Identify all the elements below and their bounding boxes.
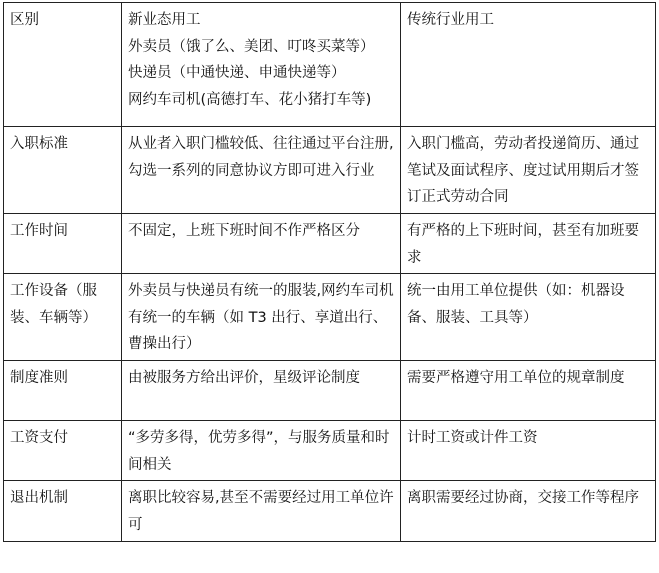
row-new-cell: 不固定，上班下班时间不作严格区分: [122, 214, 401, 274]
row-traditional-cell: 计时工资或计件工资: [401, 421, 656, 481]
row-label: 工作时间: [4, 214, 122, 274]
row-label: 退出机制: [4, 481, 122, 542]
table-row: [4, 361, 656, 421]
header-new-line-delivery: 外卖员（饿了么、美团、叮咚买菜等）: [128, 38, 375, 55]
table-row: [4, 274, 656, 361]
header-cell-traditional-employment: 传统行业用工: [401, 3, 656, 127]
row-new-cell: 由被服务方给出评价，星级评论制度: [122, 361, 401, 421]
table-row: [4, 421, 656, 481]
header-new-line-courier: 快递员（中通快递、申通快递等）: [128, 65, 346, 81]
row-traditional-cell: 需要严格遵守用工单位的规章制度: [401, 361, 656, 421]
table-row: [4, 127, 656, 214]
header-cell-distinction: 区别: [4, 3, 122, 127]
header-new-line-driver: 网约车司机(高德打车、花小猪打车等): [128, 91, 372, 108]
table-header-row: [4, 3, 656, 127]
header-cell-new-employment: [122, 3, 401, 127]
row-new-cell: 外卖员与快递员有统一的服装,网约车司机有统一的车辆（如 T3 出行、享道出行、曹操出行）: [122, 274, 401, 361]
row-traditional-cell: 离职需要经过协商，交接工作等程序: [401, 481, 656, 542]
row-label: 制度准则: [4, 361, 122, 421]
comparison-table: [3, 2, 656, 542]
row-traditional-cell: 统一由用工单位提供（如：机器设备、服装、工具等）: [401, 274, 656, 361]
row-label: 工作设备（服装、车辆等）: [4, 274, 122, 361]
header-new-title: 新业态用工: [128, 12, 201, 28]
row-label: 工资支付: [4, 421, 122, 481]
row-label: 入职标准: [4, 127, 122, 214]
table-row: [4, 481, 656, 542]
table-row: [4, 214, 656, 274]
row-traditional-cell: 入职门槛高，劳动者投递简历、通过笔试及面试程序、度过试用期后才签订正式劳动合同: [401, 127, 656, 214]
row-new-cell: 从业者入职门槛较低、往往通过平台注册,勾选一系列的同意协议方即可进入行业: [122, 127, 401, 214]
row-traditional-cell: 有严格的上下班时间，甚至有加班要求: [401, 214, 656, 274]
row-new-cell: 离职比较容易,甚至不需要经过用工单位许可: [122, 481, 401, 542]
row-new-cell: “多劳多得，优劳多得”，与服务质量和时间相关: [122, 421, 401, 481]
